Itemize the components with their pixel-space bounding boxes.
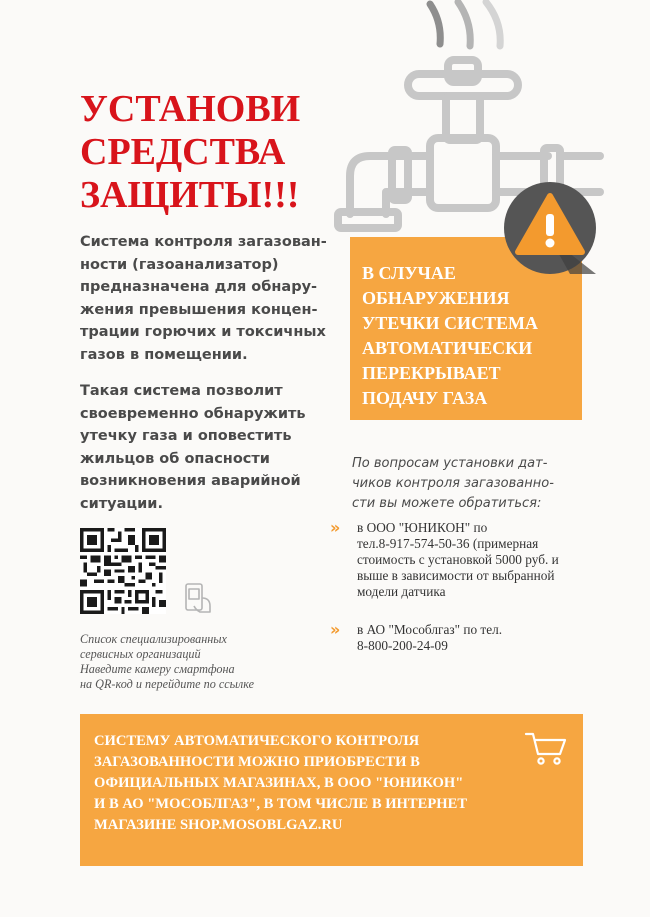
warning-triangle-icon	[500, 178, 600, 278]
page-title	[80, 88, 340, 217]
double-chevron-icon: »	[330, 620, 341, 639]
warning-text: В СЛУЧАЕ ОБНАРУЖЕНИЯ УТЕЧКИ СИСТЕМА АВТОМАТИЧЕСКИ ПЕРЕКРЫВАЕТ ПОДАЧУ ГАЗА	[362, 263, 538, 408]
contact-text: в ООО "ЮНИКОН" по тел.8-917-574-50-36 (примерная стоимость с установкой 5000 руб. и выше в зависимости от выбранной модели датчика	[357, 520, 559, 599]
qr-caption-line: на QR-код и перейдите по ссылке	[80, 677, 255, 691]
gas-pipe-valve-icon	[330, 0, 650, 270]
contacts-intro: По вопросам установки дат- чиков контроля загазованно- сти вы можете обратиться:	[352, 456, 554, 511]
purchase-info-text: СИСТЕМУ АВТОМАТИЧЕСКОГО КОНТРОЛЯ ЗАГАЗОВАННОСТИ МОЖНО ПРИОБРЕСТИ В ОФИЦИАЛЬНЫХ МАГАЗИНАХ, В ООО "ЮНИКОН" И В АО "МОСОБЛГАЗ", В ТОМ ЧИСЛЕ В ИНТЕРНЕТ МАГАЗИНЕ SHOP.MOSOBLGAZ.RU	[94, 733, 468, 833]
qr-caption-line: Наведите камеру смартфона	[80, 662, 235, 676]
description	[80, 231, 350, 529]
qr-caption-line: сервисных организаций	[80, 647, 201, 661]
title-text: УСТАНОВИ СРЕДСТВА ЗАЩИТЫ!!!	[80, 88, 301, 216]
purchase-info-box	[80, 714, 583, 866]
qr-code	[80, 528, 166, 614]
description-paragraph-1: Система контроля загазован- ности (газоанализатор) предназначена для обнару- жения превышения концен- трации горючих и токсичных газов в помещении.	[80, 234, 327, 363]
double-chevron-icon: »	[330, 518, 341, 537]
qr-caption-line: Список специализированных	[80, 632, 227, 646]
description-paragraph-2: Такая система позволит своевременно обнаружить утечку газа и оповестить жильцов об опасности возникновения аварийной ситуации.	[80, 383, 306, 512]
qr-caption	[80, 632, 320, 692]
smartphone-scan-icon	[180, 580, 216, 616]
shopping-cart-icon	[524, 730, 568, 766]
contact-text: в АО "Мособлгаз" по тел. 8-800-200-24-09	[357, 622, 503, 653]
